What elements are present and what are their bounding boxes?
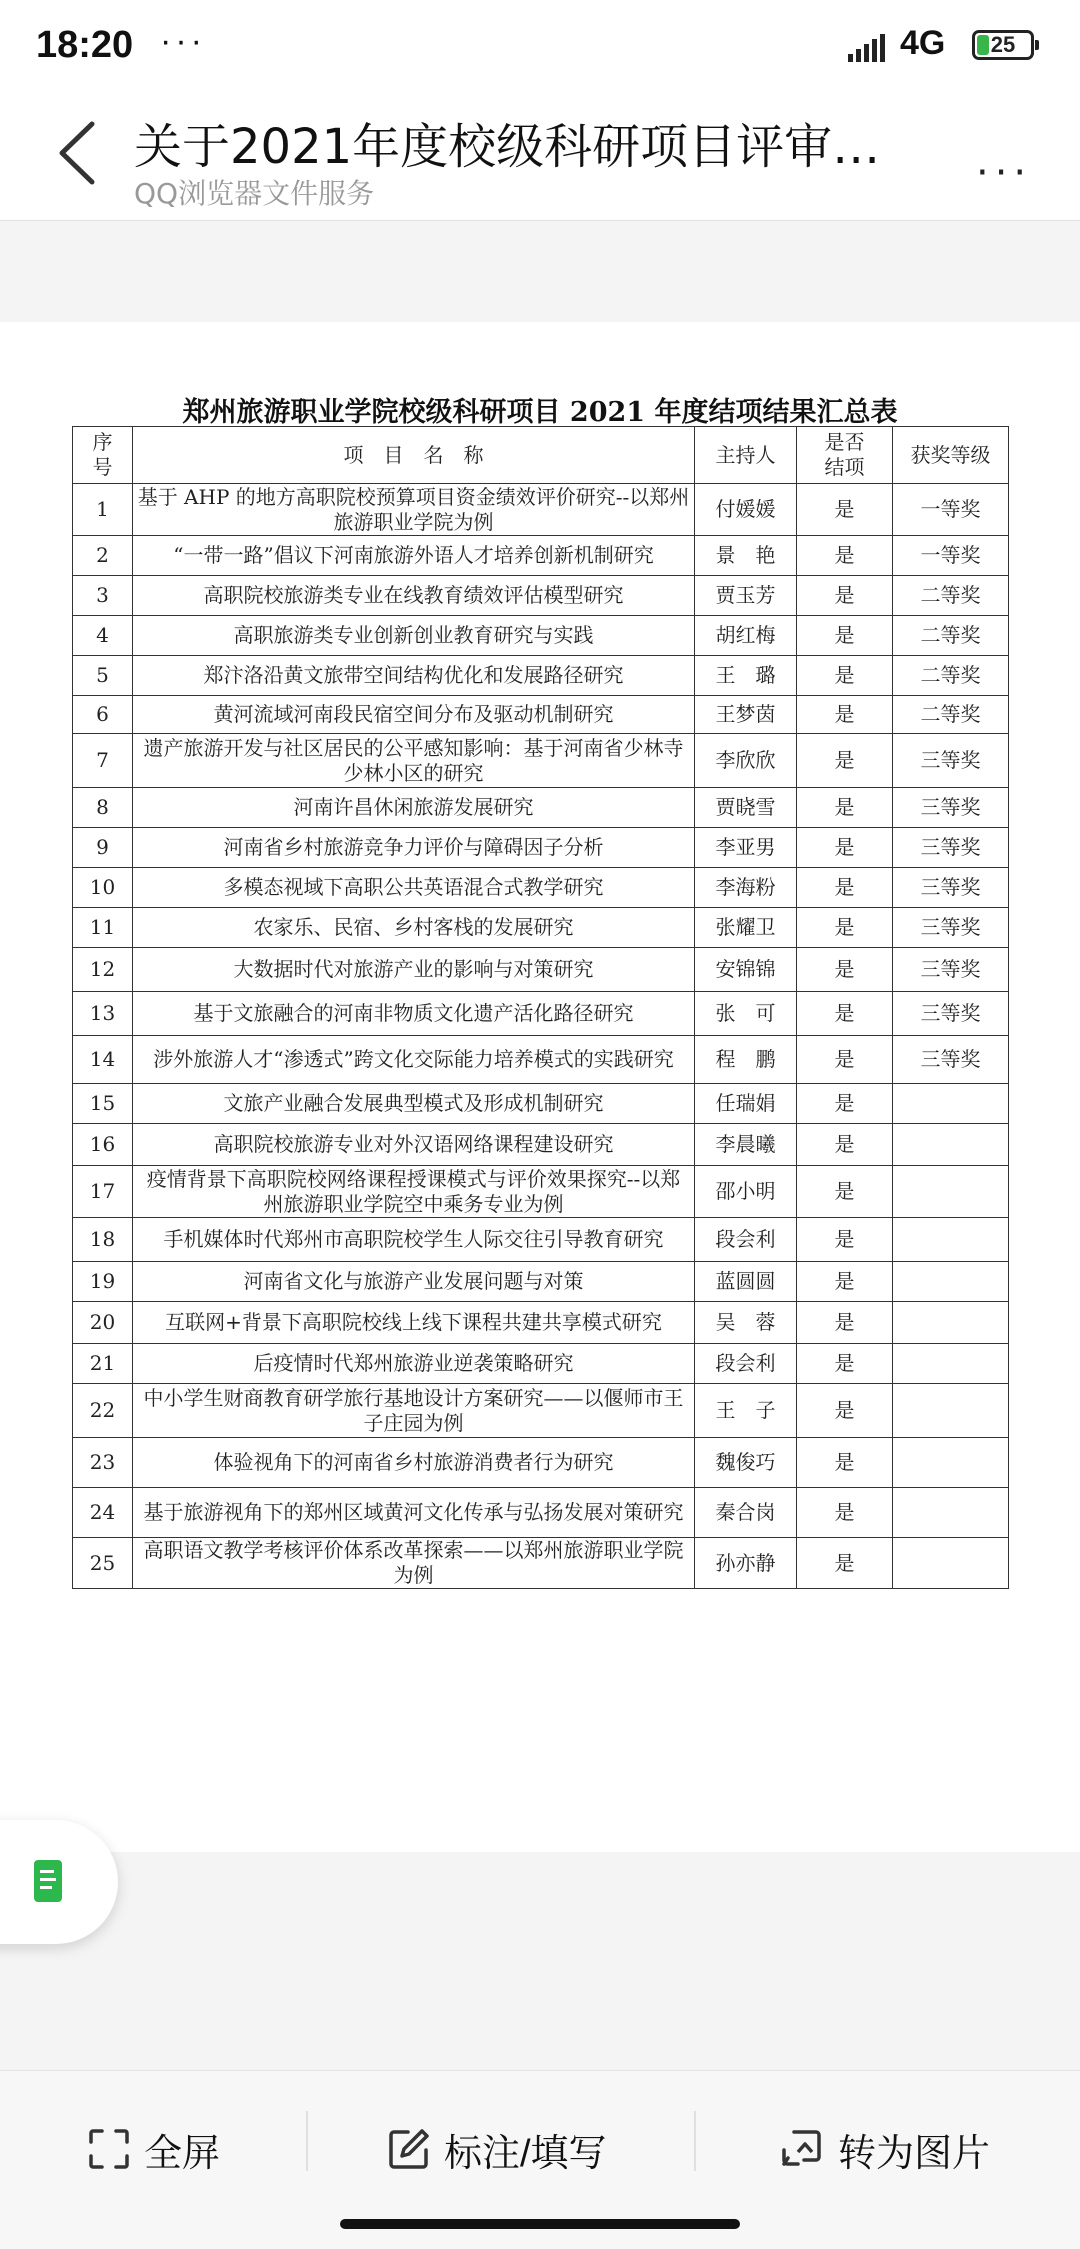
table-row — [73, 536, 1009, 576]
row-host: 贾玉芳 — [695, 576, 797, 616]
table-row — [73, 1036, 1009, 1084]
row-award: 二等奖 — [893, 696, 1009, 734]
row-index: 4 — [73, 616, 133, 656]
row-index: 17 — [73, 1166, 133, 1218]
table-row — [73, 1262, 1009, 1302]
annotate-label: 标注/填写 — [444, 2132, 607, 2175]
row-award: 二等奖 — [893, 576, 1009, 616]
row-host: 景 艳 — [695, 536, 797, 576]
row-project-name: 手机媒体时代郑州市高职院校学生人际交往引导教育研究 — [133, 1218, 695, 1262]
row-done: 是 — [797, 1538, 893, 1589]
row-host: 秦合岗 — [695, 1488, 797, 1538]
row-award: 三等奖 — [893, 1036, 1009, 1084]
row-host: 付媛媛 — [695, 484, 797, 536]
table-row — [73, 1538, 1009, 1589]
row-done: 是 — [797, 1124, 893, 1166]
row-host: 吴 蓉 — [695, 1302, 797, 1344]
row-host: 蓝圆圆 — [695, 1262, 797, 1302]
row-award — [893, 1384, 1009, 1438]
row-host: 李欣欣 — [695, 734, 797, 788]
row-host: 贾晓雪 — [695, 788, 797, 828]
row-award — [893, 1488, 1009, 1538]
table-row — [73, 1488, 1009, 1538]
annotate-button[interactable] — [388, 2119, 607, 2179]
row-project-name: 基于 AHP 的地方高职院校预算项目资金绩效评价研究--以郑州旅游职业学院为例 — [133, 484, 695, 536]
row-project-name: “一带一路”倡议下河南旅游外语人才培养创新机制研究 — [133, 536, 695, 576]
home-indicator[interactable] — [340, 2219, 740, 2229]
row-award — [893, 1084, 1009, 1124]
row-host: 安锦锦 — [695, 948, 797, 992]
row-project-name: 河南许昌休闲旅游发展研究 — [133, 788, 695, 828]
row-done: 是 — [797, 1166, 893, 1218]
row-award — [893, 1538, 1009, 1589]
row-project-name: 多模态视域下高职公共英语混合式教学研究 — [133, 868, 695, 908]
table-row — [73, 948, 1009, 992]
row-index: 1 — [73, 484, 133, 536]
row-host: 程 鹏 — [695, 1036, 797, 1084]
row-project-name: 遗产旅游开发与社区居民的公平感知影响：基于河南省少林寺少林小区的研究 — [133, 734, 695, 788]
row-done: 是 — [797, 1262, 893, 1302]
row-host: 王 璐 — [695, 656, 797, 696]
row-host: 孙亦静 — [695, 1538, 797, 1589]
more-menu-icon[interactable]: ··· — [976, 150, 1033, 196]
row-index: 7 — [73, 734, 133, 788]
row-done: 是 — [797, 1488, 893, 1538]
table-row — [73, 1124, 1009, 1166]
col-done: 是否结项 — [797, 427, 893, 484]
row-done: 是 — [797, 1438, 893, 1488]
row-award: 三等奖 — [893, 734, 1009, 788]
row-done: 是 — [797, 1084, 893, 1124]
table-row — [73, 1344, 1009, 1384]
row-award: 三等奖 — [893, 788, 1009, 828]
table-row — [73, 992, 1009, 1036]
row-host: 李亚男 — [695, 828, 797, 868]
row-project-name: 疫情背景下高职院校网络课程授课模式与评价效果探究--以郑州旅游职业学院空中乘务专业为例 — [133, 1166, 695, 1218]
row-done: 是 — [797, 484, 893, 536]
row-done: 是 — [797, 868, 893, 908]
row-award — [893, 1302, 1009, 1344]
row-award: 三等奖 — [893, 868, 1009, 908]
status-notification-dots: ··· — [160, 22, 206, 60]
row-index: 23 — [73, 1438, 133, 1488]
row-host: 魏俊巧 — [695, 1438, 797, 1488]
row-project-name: 体验视角下的河南省乡村旅游消费者行为研究 — [133, 1438, 695, 1488]
row-index: 3 — [73, 576, 133, 616]
row-host: 段会利 — [695, 1344, 797, 1384]
back-arrow-icon[interactable] — [52, 118, 102, 188]
row-host: 王 子 — [695, 1384, 797, 1438]
row-project-name: 高职院校旅游类专业在线教育绩效评估模型研究 — [133, 576, 695, 616]
row-index: 24 — [73, 1488, 133, 1538]
row-award: 三等奖 — [893, 828, 1009, 868]
row-award — [893, 1124, 1009, 1166]
table-row — [73, 1084, 1009, 1124]
table-row — [73, 576, 1009, 616]
fullscreen-button[interactable] — [88, 2119, 220, 2179]
row-index: 25 — [73, 1538, 133, 1589]
row-award — [893, 1166, 1009, 1218]
table-row — [73, 616, 1009, 656]
toolbar-divider — [694, 2111, 696, 2171]
row-project-name: 河南省乡村旅游竞争力评价与障碍因子分析 — [133, 828, 695, 868]
toolbar-divider — [306, 2111, 308, 2171]
row-project-name: 基于文旅融合的河南非物质文化遗产活化路径研究 — [133, 992, 695, 1036]
row-award: 一等奖 — [893, 484, 1009, 536]
row-index: 10 — [73, 868, 133, 908]
page-subtitle: QQ浏览器文件服务 — [134, 177, 375, 210]
row-index: 21 — [73, 1344, 133, 1384]
row-host: 李晨曦 — [695, 1124, 797, 1166]
row-host: 胡红梅 — [695, 616, 797, 656]
row-project-name: 互联网+背景下高职院校线上线下课程共建共享模式研究 — [133, 1302, 695, 1344]
row-project-name: 高职语文教学考核评价体系改革探索——以郑州旅游职业学院为例 — [133, 1538, 695, 1589]
row-done: 是 — [797, 1344, 893, 1384]
row-award: 三等奖 — [893, 992, 1009, 1036]
row-done: 是 — [797, 948, 893, 992]
table-row — [73, 1384, 1009, 1438]
row-project-name: 涉外旅游人才“渗透式”跨文化交际能力培养模式的实践研究 — [133, 1036, 695, 1084]
floating-doc-button[interactable] — [0, 1820, 118, 1944]
row-done: 是 — [797, 788, 893, 828]
row-index: 22 — [73, 1384, 133, 1438]
signal-icon — [848, 34, 892, 62]
row-done: 是 — [797, 1218, 893, 1262]
row-done: 是 — [797, 1384, 893, 1438]
row-index: 20 — [73, 1302, 133, 1344]
row-award: 一等奖 — [893, 536, 1009, 576]
col-index: 序号 — [73, 427, 133, 484]
row-done: 是 — [797, 992, 893, 1036]
row-award: 二等奖 — [893, 616, 1009, 656]
row-host: 张 可 — [695, 992, 797, 1036]
row-project-name: 基于旅游视角下的郑州区域黄河文化传承与弘扬发展对策研究 — [133, 1488, 695, 1538]
table-row — [73, 868, 1009, 908]
row-done: 是 — [797, 734, 893, 788]
table-row — [73, 1218, 1009, 1262]
row-done: 是 — [797, 1302, 893, 1344]
row-project-name: 高职旅游类专业创新创业教育研究与实践 — [133, 616, 695, 656]
row-project-name: 郑汴洛沿黄文旅带空间结构优化和发展路径研究 — [133, 656, 695, 696]
col-name: 项 目 名 称 — [133, 427, 695, 484]
nav-header — [0, 90, 1080, 221]
edit-icon — [388, 2128, 430, 2170]
row-host: 邵小明 — [695, 1166, 797, 1218]
table-row — [73, 1438, 1009, 1488]
row-index: 8 — [73, 788, 133, 828]
table-row — [73, 908, 1009, 948]
row-index: 15 — [73, 1084, 133, 1124]
row-index: 12 — [73, 948, 133, 992]
convert-to-image-button[interactable] — [780, 2119, 990, 2179]
convert-to-image-label: 转为图片 — [838, 2132, 991, 2175]
row-index: 2 — [73, 536, 133, 576]
row-done: 是 — [797, 696, 893, 734]
document-icon — [34, 1860, 62, 1902]
table-row — [73, 696, 1009, 734]
table-row — [73, 734, 1009, 788]
row-host: 段会利 — [695, 1218, 797, 1262]
fullscreen-label: 全屏 — [144, 2132, 221, 2175]
row-index: 18 — [73, 1218, 133, 1262]
row-done: 是 — [797, 1036, 893, 1084]
row-index: 11 — [73, 908, 133, 948]
table-row — [73, 656, 1009, 696]
document-title: 郑州旅游职业学院校级科研项目 2021 年度结项结果汇总表 — [182, 397, 898, 428]
battery-level: 25 — [990, 32, 1016, 57]
row-award: 二等奖 — [893, 656, 1009, 696]
row-project-name: 中小学生财商教育研学旅行基地设计方案研究——以偃师市王子庄园为例 — [133, 1384, 695, 1438]
row-award: 三等奖 — [893, 948, 1009, 992]
row-project-name: 黄河流域河南段民宿空间分布及驱动机制研究 — [133, 696, 695, 734]
col-award: 获奖等级 — [893, 427, 1009, 484]
results-table — [72, 426, 1009, 1589]
row-done: 是 — [797, 536, 893, 576]
status-bar — [0, 0, 1080, 90]
fullscreen-icon — [88, 2128, 130, 2170]
row-done: 是 — [797, 616, 893, 656]
col-host: 主持人 — [695, 427, 797, 484]
row-done: 是 — [797, 576, 893, 616]
status-time: 18:20 — [36, 24, 134, 66]
table-row — [73, 1166, 1009, 1218]
row-index: 16 — [73, 1124, 133, 1166]
row-index: 19 — [73, 1262, 133, 1302]
page-title: 关于2021年度校级科研项目评审… — [134, 119, 881, 175]
row-award: 三等奖 — [893, 908, 1009, 948]
row-project-name: 大数据时代对旅游产业的影响与对策研究 — [133, 948, 695, 992]
row-project-name: 河南省文化与旅游产业发展问题与对策 — [133, 1262, 695, 1302]
table-row — [73, 484, 1009, 536]
row-host: 王梦茵 — [695, 696, 797, 734]
row-host: 任瑞娟 — [695, 1084, 797, 1124]
row-done: 是 — [797, 656, 893, 696]
row-index: 6 — [73, 696, 133, 734]
table-row — [73, 828, 1009, 868]
row-award — [893, 1218, 1009, 1262]
network-type: 4G — [900, 24, 946, 62]
row-index: 14 — [73, 1036, 133, 1084]
row-host: 李海粉 — [695, 868, 797, 908]
row-award — [893, 1262, 1009, 1302]
row-index: 13 — [73, 992, 133, 1036]
table-header-row — [73, 427, 1009, 484]
row-award — [893, 1438, 1009, 1488]
row-award — [893, 1344, 1009, 1384]
battery-icon — [972, 30, 1034, 60]
row-project-name: 高职院校旅游专业对外汉语网络课程建设研究 — [133, 1124, 695, 1166]
row-index: 9 — [73, 828, 133, 868]
bottom-toolbar — [0, 2070, 1080, 2249]
row-project-name: 文旅产业融合发展典型模式及形成机制研究 — [133, 1084, 695, 1124]
row-done: 是 — [797, 828, 893, 868]
row-project-name: 后疫情时代郑州旅游业逆袭策略研究 — [133, 1344, 695, 1384]
table-row — [73, 788, 1009, 828]
image-convert-icon — [780, 2128, 824, 2170]
table-row — [73, 1302, 1009, 1344]
row-project-name: 农家乐、民宿、乡村客栈的发展研究 — [133, 908, 695, 948]
row-done: 是 — [797, 908, 893, 948]
row-index: 5 — [73, 656, 133, 696]
document-page — [0, 322, 1080, 1852]
row-host: 张耀卫 — [695, 908, 797, 948]
